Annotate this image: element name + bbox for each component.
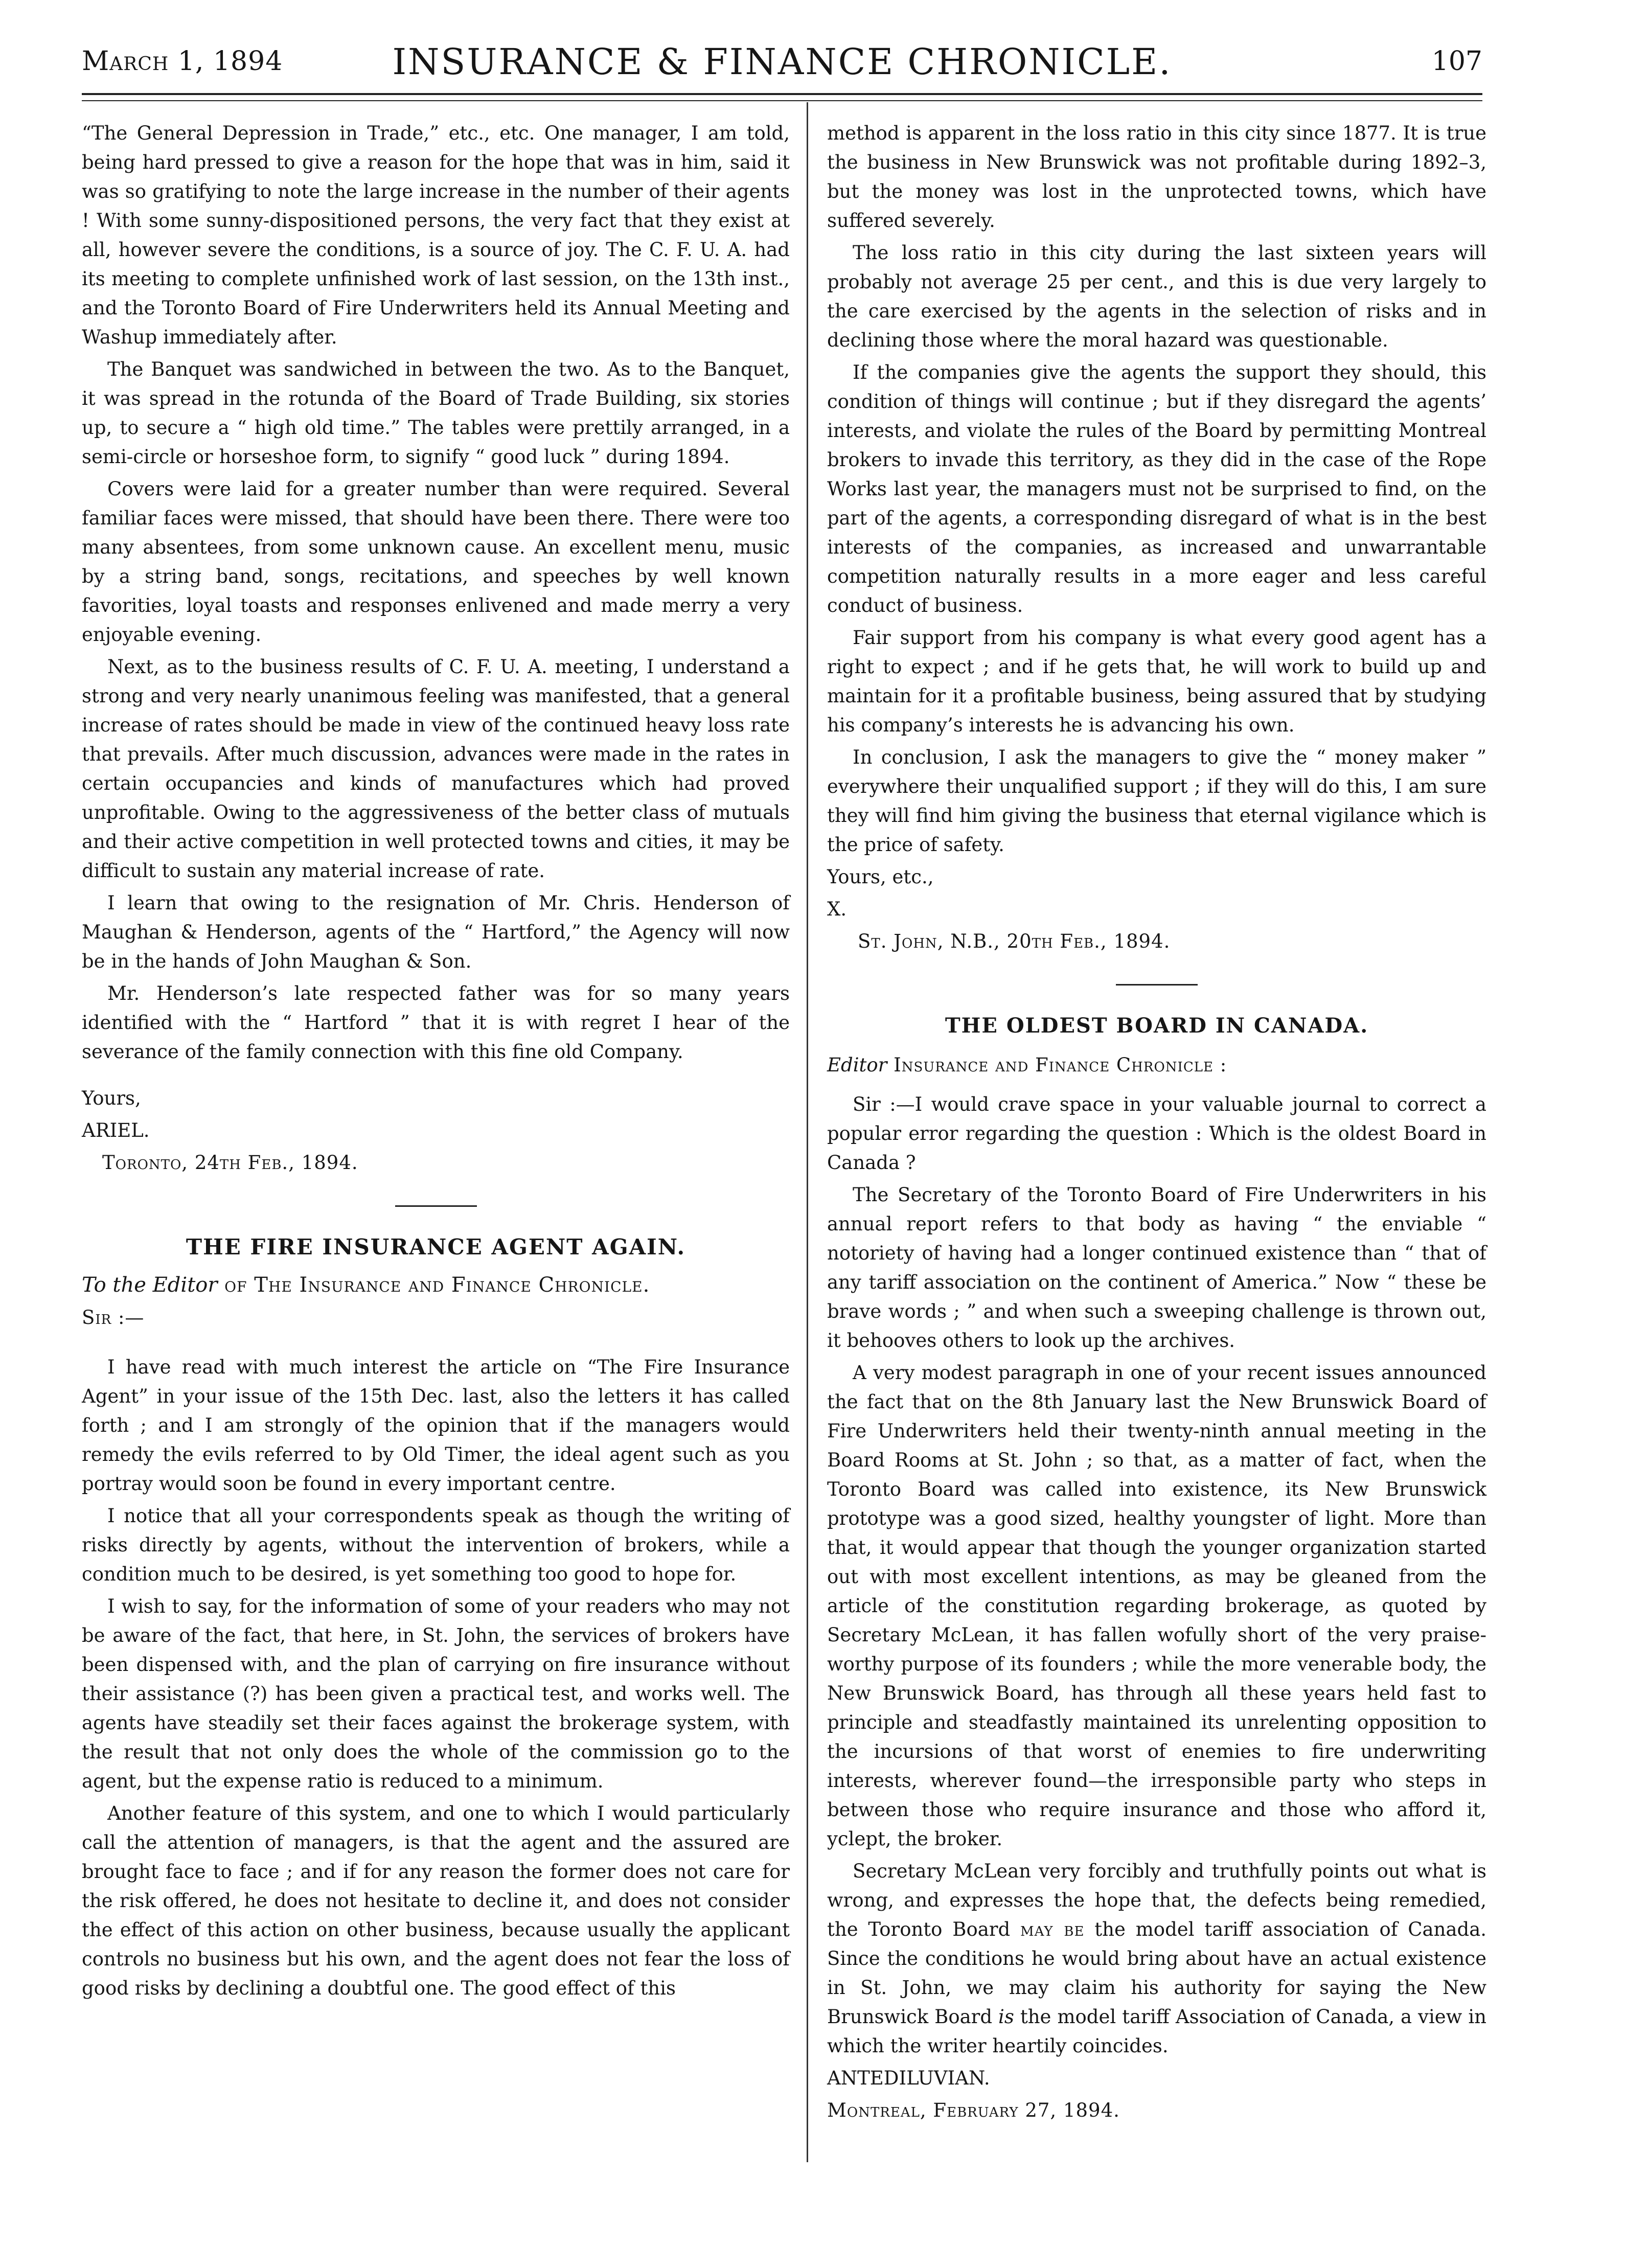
signature-place-date: Toronto, 24th Feb., 1894. (102, 1152, 358, 1174)
paragraph: The loss ratio in this city during the last sixteen years will probably not average 25 per cent., and this is due very largely to the care exercised by the agents in the selection of risks and in declining those where the moral hazard was questionable. (827, 242, 1486, 351)
paragraph: I wish to say, for the information of some of your readers who may not be aware of the fact, that here, in St. John, the services of brokers have been dispensed with, and the plan of carrying on fire insurance without their assistance (?) has been given a practical test, and works well. The agents have steadily set their faces against the brokerage system, with the result that not only does the whole of the commission go to the agent, but the expense ratio is reduced to a minimum. (82, 1595, 790, 1792)
paragraph: In conclusion, I ask the managers to give the “ money maker ” everywhere their unqualified support ; if they will do this, I am sure they will find him giving the business that eternal vigilance which is the price of safety. (827, 746, 1486, 856)
emphasis-is: is (998, 2006, 1014, 2028)
paragraph: I learn that owing to the resignation of Mr. Chris. Henderson of Maughan & Henderson, agents of the “ Hartford,” the Agency will now be in the hands of John Maughan & Son. (82, 892, 790, 972)
signature-name: ANTEDILUVIAN. (827, 2067, 990, 2089)
section-separator (1116, 984, 1198, 986)
paragraph: A very modest paragraph in one of your recent issues announced the fact that on the 8th January last the New Brunswick Board of Fire Underwriters held their twenty-ninth annual meeting in the Board Rooms at St. John ; so that, as a matter of fact, when the Toronto Board was called into existence, its New Brunswick prototype was a good sized, healthy youngster of light. More than that, it would appear that though the younger organization started out with most excellent intentions, as may be gleaned from the article of the constitution regarding brokerage, as quoted by Secretary McLean, it has fallen wofully short of the very praise-worthy purpose of its founders ; while the more venerable body, the New Brunswick Board, has through all these years held fast to principle and steadfastly maintained its unrelenting opposition to the incursions of that worst of enemies to fire underwriting interests, wherever found—the irresponsible party who steps in between those who require insurance and those who afford it, yclept, the broker. (827, 1362, 1486, 1850)
signature-name: X. (827, 898, 847, 920)
article-addressee (82, 1271, 790, 1300)
page-header (82, 41, 1482, 92)
paragraph: Covers were laid for a greater number than were required. Several familiar faces were missed, that should have been there. There were too many absentees, from some unknown cause. An excellent menu, music by a string band, songs, recitations, and speeches by well known favorities, loyal toasts and responses enlivened and made merry a very enjoyable evening. (82, 478, 790, 646)
article-title: THE OLDEST BOARD IN CANADA. (945, 1014, 1369, 1038)
emphasis-may-be: may be (1020, 1918, 1085, 1940)
salutation: Sir :— (82, 1307, 145, 1328)
paragraph: I notice that all your correspondents speak as though the writing of risks directly by agents, without the intervention of brokers, while a condition much to be desired, is yet something too good to hope for. (82, 1505, 790, 1585)
paragraph: “The General Depression in Trade,” etc., etc. One manager, I am told, being hard pressed to give a reason for the hope that was in him, said it was so gratifying to note the large increase in the number of their agents ! With some sunny-dispositioned persons, the very fact that they exist at all, however severe the conditions, is a source of joy. The C. F. U. A. had its meeting to complete unfinished work of last session, on the 13th inst., and the Toronto Board of Fire Underwriters held its Annual Meeting and Washup immediately after. (82, 122, 790, 348)
paragraph-text: the model tariff Association of Canada, a view in which the writer heartily coincides. (827, 2006, 1487, 2057)
section-separator (395, 1205, 477, 1207)
paragraph: method is apparent in the loss ratio in this city since 1877. It is true the business in New Brunswick was not profitable during 1892–3, but the money was lost in the unprotected towns, which have suffered severely. (827, 122, 1486, 232)
signature-name: ARIEL. (82, 1119, 150, 1141)
paragraph: Next, as to the business results of C. F. U. A. meeting, I understand a strong and very nearly unanimous feeling was manifested, that a general increase of rates should be made in view of the continued heavy loss rate that prevails. After much discussion, advances were made in the rates in certain occupancies and kinds of manufactures which had proved unprofitable. Owing to the aggressiveness of the better class of mutuals and their active competition in well protected towns and cities, it may be difficult to sustain any material increase of rate. (82, 656, 790, 882)
right-column (827, 119, 1486, 2125)
page-number: 107 (1431, 46, 1482, 77)
header-rule-thick (82, 93, 1482, 95)
paragraph: Sir :—I would crave space in your valuable journal to correct a popular error regarding the question : Which is the oldest Board in Canada ? (827, 1093, 1486, 1174)
publication-title: INSURANCE & FINANCE CHRONICLE. (392, 41, 1172, 83)
signature-yours: Yours, etc., (827, 866, 934, 888)
paragraph: Mr. Henderson’s late respected father was for so many years identified with the “ Hartford ” that it is with regret I hear of the severance of the family connection with this fine old Company. (82, 982, 790, 1063)
paragraph (827, 1857, 1486, 2060)
paragraph-text: Secretary McLean very forcibly and truthfully points out what is wrong, and expresses the hope that, the defects being remedied, the Toronto Board (827, 1860, 1486, 1940)
article-title: THE FIRE INSURANCE AGENT AGAIN. (186, 1234, 686, 1259)
paragraph: Fair support from his company is what every good agent has a right to expect ; and if he gets that, he will work to build up and maintain for it a profitable business, being assured that by studying his company’s interests he is advancing his own. (827, 627, 1486, 736)
paragraph: I have read with much interest the article on “The Fire Insurance Agent” in your issue of the 15th Dec. last, also the letters it has called forth ; and I am strongly of the opinion that if the managers would remedy the evils referred to by Old Timer, the ideal agent such as you portray would soon be found in every important centre. (82, 1356, 790, 1495)
addressee-prefix: Editor (827, 1054, 887, 1076)
paragraph: Another feature of this system, and one to which I would particularly call the attention of managers, is that the agent and the assured are brought face to face ; and if for any reason the former does not care for the risk offered, he does not hesitate to decline it, and does not consider the effect of this action on other business, because usually the applicant controls no business but his own, and the agent does not fear the loss of good risks by declining a doubtful one. The good effect of this (82, 1802, 790, 1999)
header-rule-thin (82, 100, 1482, 101)
column-divider (807, 102, 808, 2162)
signature-place-date: Montreal, February 27, 1894. (827, 2099, 1120, 2121)
article-addressee (827, 1050, 1486, 1080)
paragraph: The Secretary of the Toronto Board of Fire Underwriters in his annual report refers to that body as having “ the enviable “ notoriety of having had a longer continued existence than “ that of any tariff association on the continent of America.” Now “ these be brave words ; ” and when such a sweeping challenge is thrown out, it behooves others to look up the archives. (827, 1184, 1486, 1351)
signature-yours: Yours, (82, 1087, 141, 1109)
left-column (82, 119, 790, 2003)
paragraph: If the companies give the agents the support they should, this condition of things will continue ; but if they disregard the agents’ interests, and violate the rules of the Board by permitting Montreal brokers to invade this territory, as they did in the case of the Rope Works last year, the managers must not be surprised to find, on the part of the agents, a corresponding disregard of what is in the best interests of the companies, as increased and unwarrantable competition naturally results in a more eager and less careful conduct of business. (827, 361, 1486, 616)
addressee-prefix: To the Editor (82, 1273, 218, 1297)
addressee-rest: Insurance and Finance Chronicle : (887, 1054, 1227, 1076)
issue-date: March 1, 1894 (82, 46, 283, 77)
paragraph-text: the model tariff association of Canada. Since the conditions he would bring about have an actual existence in St. John, we may claim his authority for saying the New Brunswick Board (827, 1918, 1487, 2028)
signature-place-date: St. John, N.B., 20th Feb., 1894. (858, 930, 1171, 952)
paragraph: The Banquet was sandwiched in between the two. As to the Banquet, it was spread in the rotunda of the Board of Trade Building, six stories up, to secure a “ high old time.” The tables were prettily arranged, in a semi-circle or horseshoe form, to signify “ good luck ” during 1894. (82, 358, 790, 468)
addressee-rest: of The Insurance and Finance Chronicle. (217, 1273, 650, 1297)
